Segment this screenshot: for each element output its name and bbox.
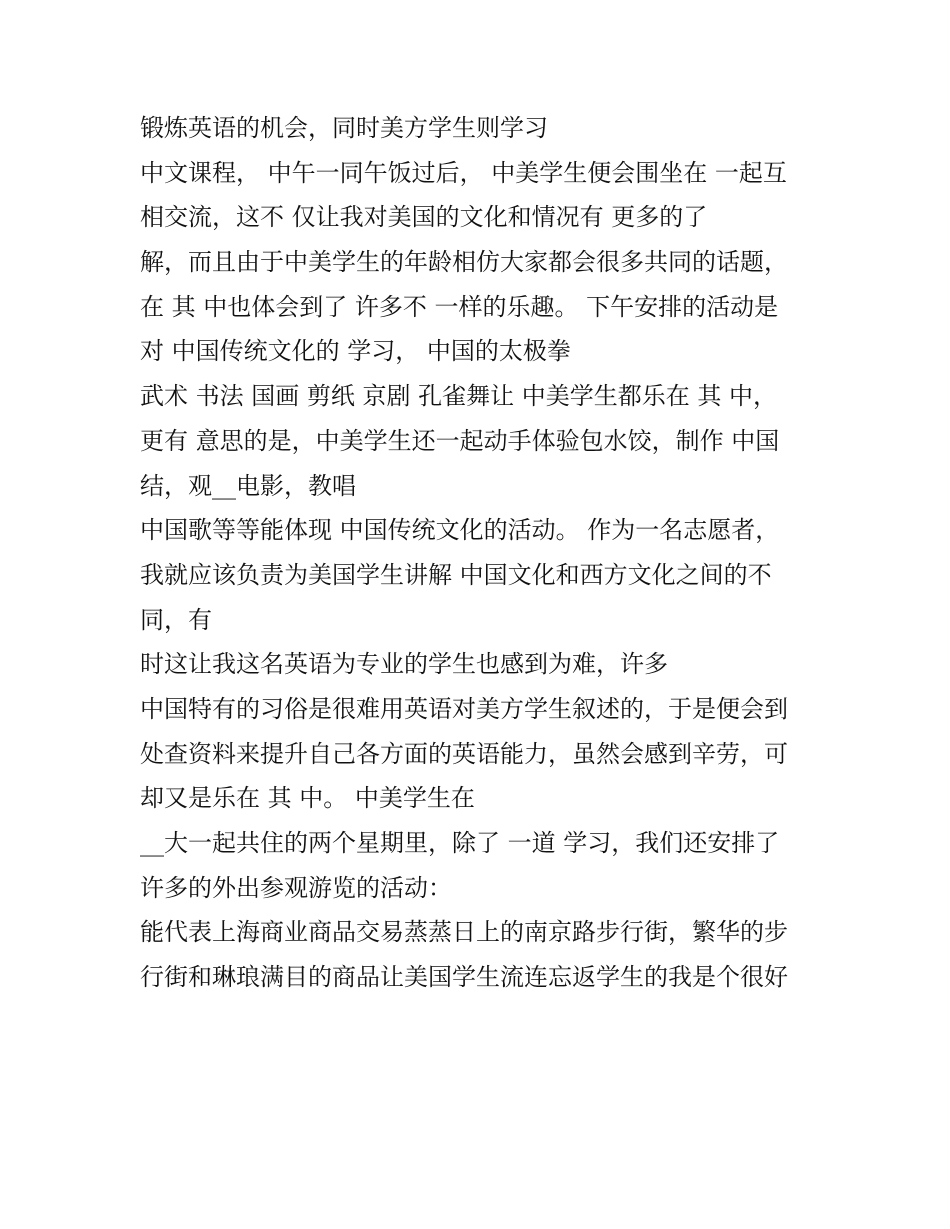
text-line: 同，有 xyxy=(140,605,212,634)
text-line: 武术 书法 国画 剪纸 京剧 孔雀舞让 中美学生都乐在 其 中， xyxy=(140,382,778,411)
text-line: 相交流，这不 仅让我对美国的文化和情况有 更多的了 xyxy=(140,203,708,232)
text-line: 处查资料来提升自己各方面的英语能力，虽然会感到辛劳，可 xyxy=(140,739,788,768)
text-line: 中国特有的习俗是很难用英语对美方学生叙述的，于是便会到 xyxy=(140,694,788,723)
text-line: 许多的外出参观游览的活动： xyxy=(140,873,452,902)
text-line: 我就应该负责为美国学生讲解 中国文化和西方文化之间的不 xyxy=(140,560,772,589)
text-line: 解，而且由于中美学生的年龄相仿大家都会很多共同的话题， xyxy=(140,248,788,277)
body-text xyxy=(140,106,830,1000)
text-line: 能代表上海商业商品交易蒸蒸日上的南京路步行街，繁华的步 xyxy=(140,918,788,947)
text-line: 锻炼英语的机会，同时美方学生则学习 xyxy=(140,114,548,142)
text-line: 更有 意思的是，中美学生还一起动手体验包水饺，制作 中国 xyxy=(140,426,780,455)
text-line: 中国歌等等能体现 中国传统文化的活动。 作为一名志愿者， xyxy=(140,516,780,545)
text-line: 中文课程， 中午一同午饭过后， 中美学生便会围坐在 一起互 xyxy=(140,158,787,187)
text-line: 时这让我这名英语为专业的学生也感到为难，许多 xyxy=(140,650,668,679)
text-line: 在 其 中也体会到了 许多不 一样的乐趣。 下午安排的活动是 xyxy=(140,292,779,321)
text-line: 行街和琳琅满目的商品让美国学生流连忘返学生的我是个很好 xyxy=(140,963,788,992)
text-line: 对 中国传统文化的 学习， 中国的太极拳 xyxy=(140,337,571,366)
text-line: __大一起共住的两个星期里，除了 一道 学习，我们还安排了 xyxy=(140,829,780,857)
text-line: 却又是乐在 其 中。 中美学生在 xyxy=(140,784,475,813)
text-line: 结，观__电影，教唱 xyxy=(140,471,356,500)
